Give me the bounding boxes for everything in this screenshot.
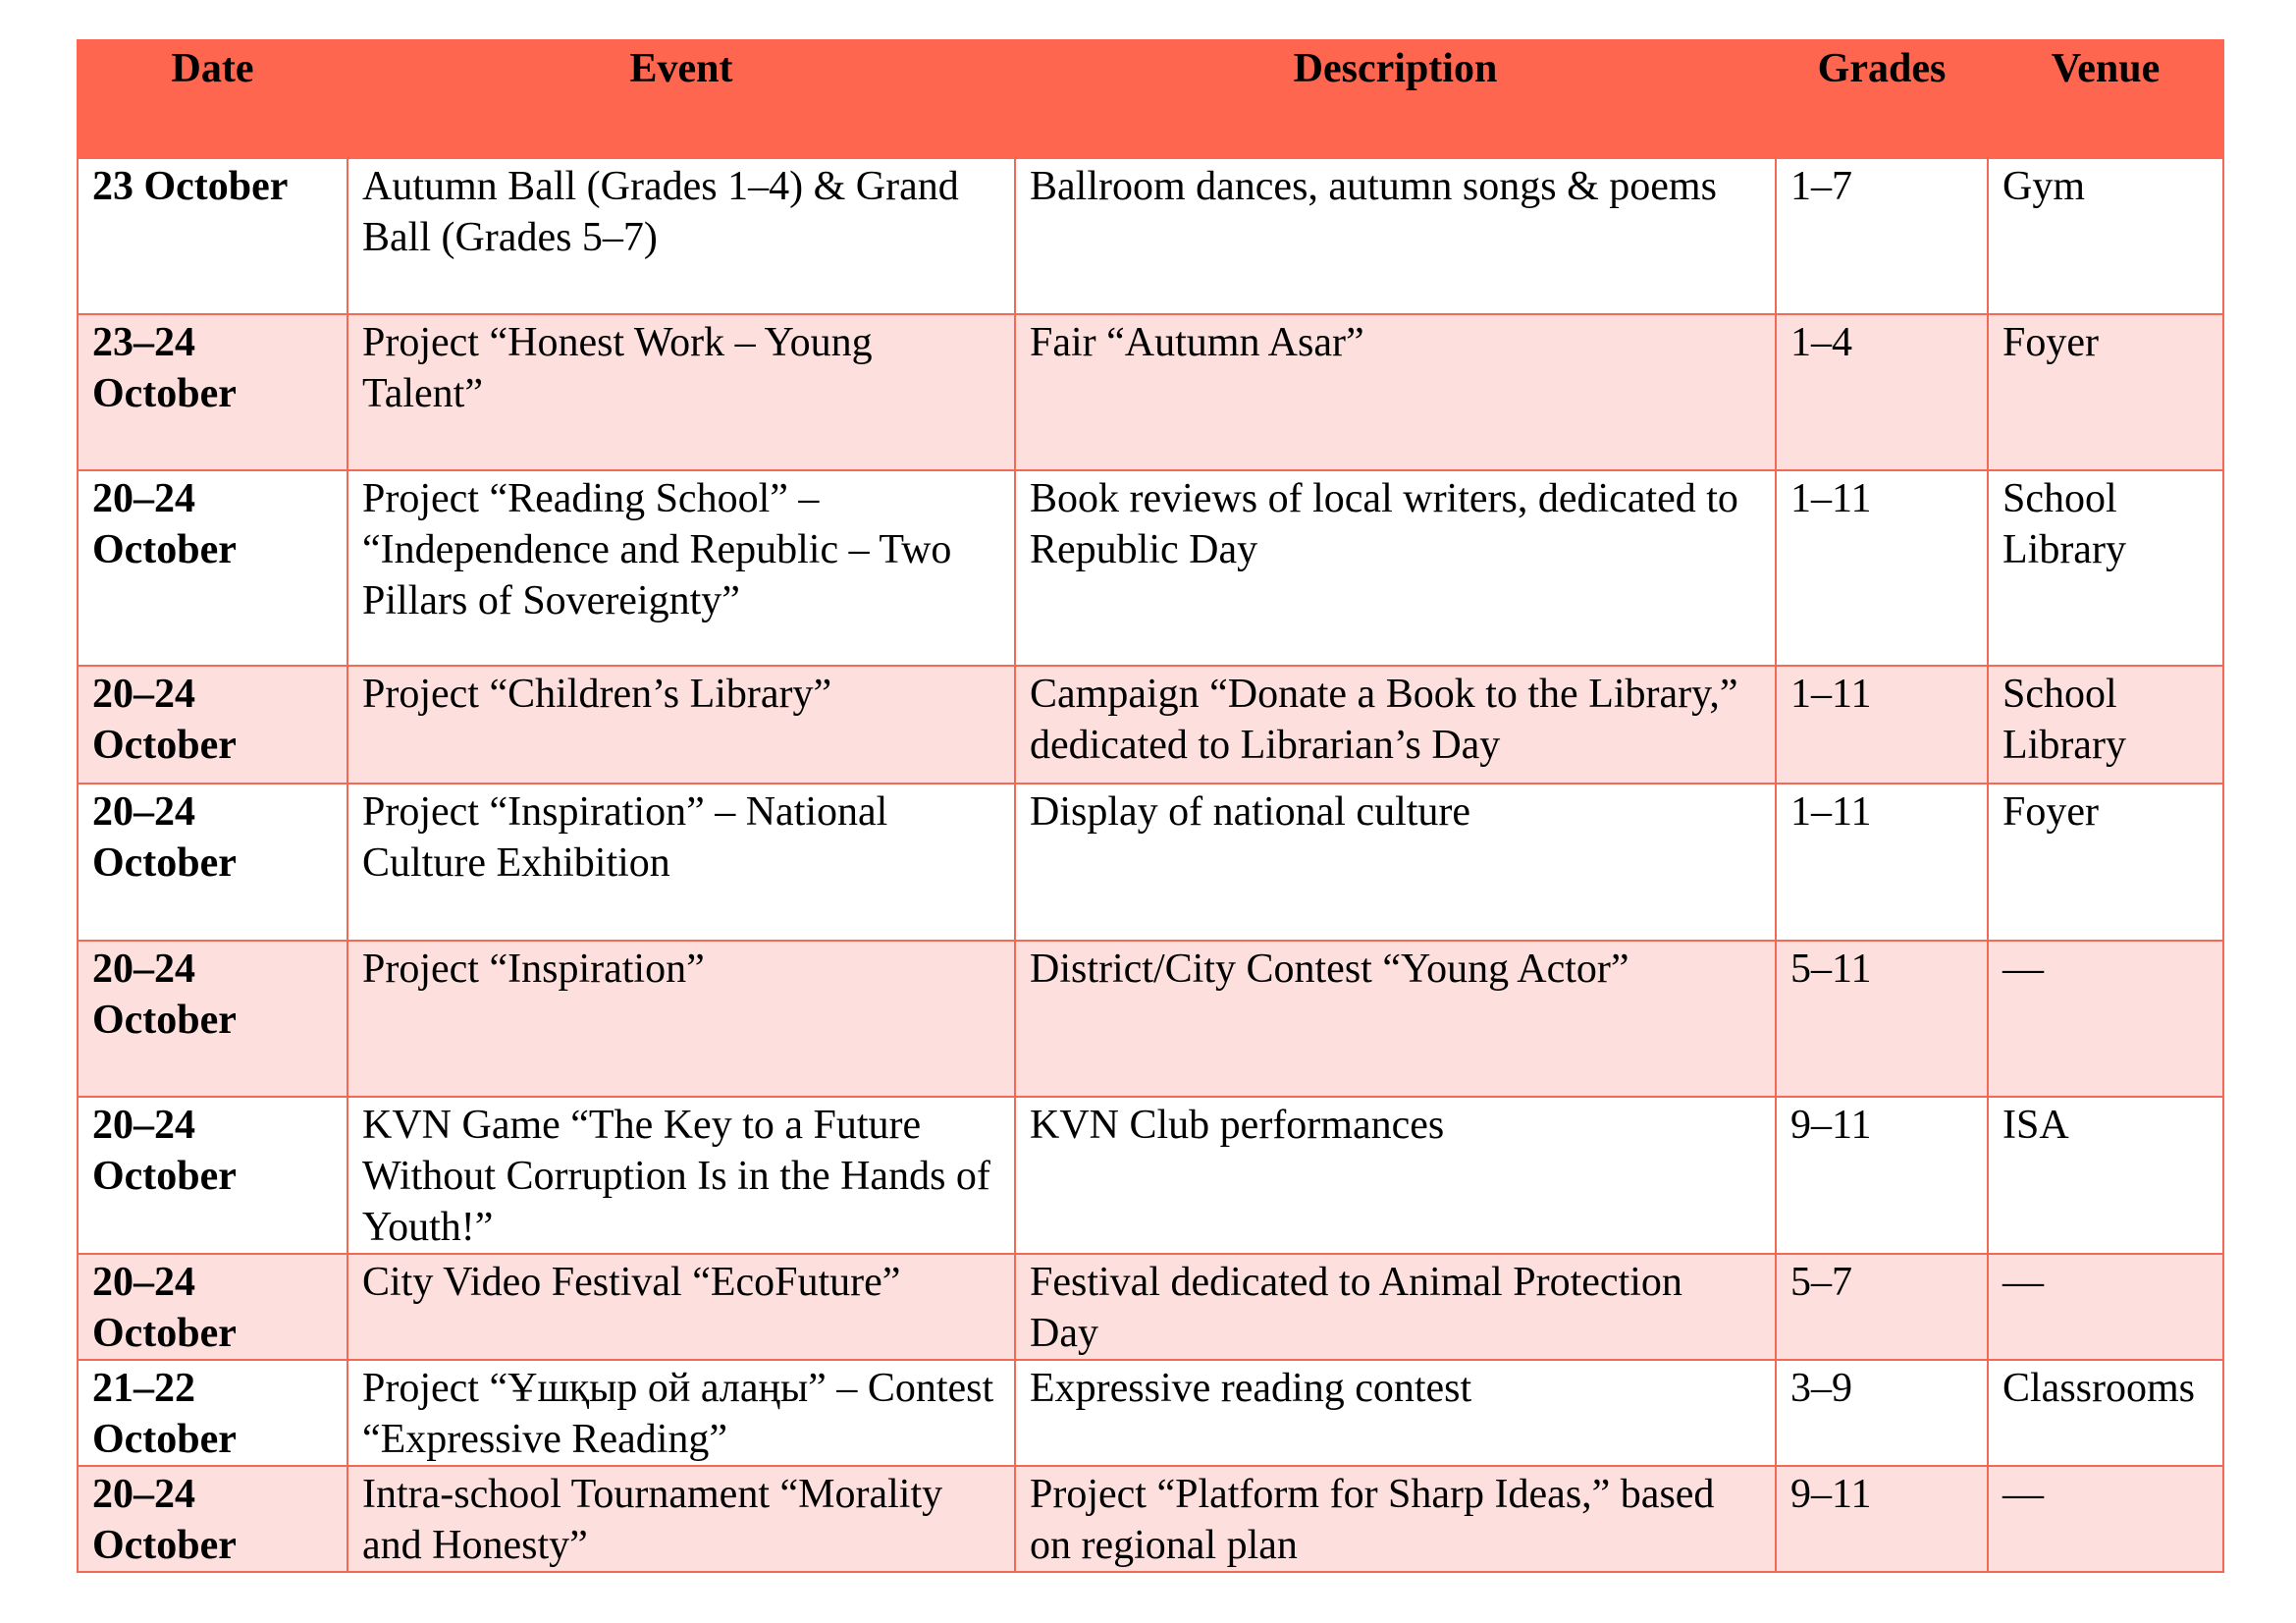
cell-venue: Gym — [1988, 158, 2223, 314]
cell-description: District/City Contest “Young Actor” — [1015, 941, 1776, 1097]
header-venue: Venue — [1988, 40, 2223, 158]
cell-event: Project “Inspiration” – National Culture Exhibition — [347, 784, 1015, 941]
cell-date: 20–24 October — [78, 470, 347, 666]
cell-description: Expressive reading contest — [1015, 1360, 1776, 1466]
cell-grades: 5–11 — [1776, 941, 1988, 1097]
cell-description: Fair “Autumn Asar” — [1015, 314, 1776, 470]
cell-event: Project “Children’s Library” — [347, 666, 1015, 784]
header-description: Description — [1015, 40, 1776, 158]
cell-grades: 1–11 — [1776, 784, 1988, 941]
table-row — [78, 941, 2223, 1097]
cell-description: Festival dedicated to Animal Protection Day — [1015, 1254, 1776, 1360]
cell-event: Project “Inspiration” — [347, 941, 1015, 1097]
cell-date: 20–24 October — [78, 941, 347, 1097]
cell-date: 23–24 October — [78, 314, 347, 470]
cell-venue: School Library — [1988, 470, 2223, 666]
cell-event: Project “Honest Work – Young Talent” — [347, 314, 1015, 470]
table-row — [78, 158, 2223, 314]
cell-venue: Foyer — [1988, 314, 2223, 470]
cell-date: 21–22 October — [78, 1360, 347, 1466]
table-row — [78, 1466, 2223, 1572]
table-row — [78, 1360, 2223, 1466]
cell-grades: 3–9 — [1776, 1360, 1988, 1466]
cell-event: Intra-school Tournament “Morality and Honesty” — [347, 1466, 1015, 1572]
cell-venue: Classrooms — [1988, 1360, 2223, 1466]
cell-grades: 1–11 — [1776, 666, 1988, 784]
cell-venue: — — [1988, 1466, 2223, 1572]
cell-grades: 1–7 — [1776, 158, 1988, 314]
cell-event: KVN Game “The Key to a Future Without Corruption Is in the Hands of Youth!” — [347, 1097, 1015, 1254]
cell-venue: — — [1988, 1254, 2223, 1360]
cell-description: Project “Platform for Sharp Ideas,” based on regional plan — [1015, 1466, 1776, 1572]
cell-event: Project “Ұшқыр ой алаңы” – Contest “Expressive Reading” — [347, 1360, 1015, 1466]
cell-grades: 1–4 — [1776, 314, 1988, 470]
cell-description: KVN Club performances — [1015, 1097, 1776, 1254]
table-row — [78, 1254, 2223, 1360]
table-row — [78, 784, 2223, 941]
cell-description: Campaign “Donate a Book to the Library,” dedicated to Librarian’s Day — [1015, 666, 1776, 784]
cell-date: 20–24 October — [78, 1466, 347, 1572]
header-event: Event — [347, 40, 1015, 158]
header-grades: Grades — [1776, 40, 1988, 158]
table-row — [78, 1097, 2223, 1254]
cell-description: Display of national culture — [1015, 784, 1776, 941]
cell-event: Autumn Ball (Grades 1–4) & Grand Ball (Grades 5–7) — [347, 158, 1015, 314]
cell-date: 20–24 October — [78, 1254, 347, 1360]
cell-date: 20–24 October — [78, 784, 347, 941]
cell-date: 20–24 October — [78, 666, 347, 784]
table-row — [78, 470, 2223, 666]
cell-event: Project “Reading School” – “Independence and Republic – Two Pillars of Sovereignty” — [347, 470, 1015, 666]
cell-grades: 9–11 — [1776, 1466, 1988, 1572]
table-row — [78, 666, 2223, 784]
cell-venue: School Library — [1988, 666, 2223, 784]
cell-venue: Foyer — [1988, 784, 2223, 941]
cell-event: City Video Festival “EcoFuture” — [347, 1254, 1015, 1360]
header-date: Date — [78, 40, 347, 158]
cell-venue: ISA — [1988, 1097, 2223, 1254]
cell-date: 23 October — [78, 158, 347, 314]
table-row — [78, 314, 2223, 470]
cell-description: Ballroom dances, autumn songs & poems — [1015, 158, 1776, 314]
cell-grades: 1–11 — [1776, 470, 1988, 666]
events-table — [77, 39, 2224, 1573]
cell-grades: 9–11 — [1776, 1097, 1988, 1254]
header-row — [78, 40, 2223, 158]
cell-grades: 5–7 — [1776, 1254, 1988, 1360]
cell-date: 20–24 October — [78, 1097, 347, 1254]
cell-description: Book reviews of local writers, dedicated to Republic Day — [1015, 470, 1776, 666]
cell-venue: — — [1988, 941, 2223, 1097]
